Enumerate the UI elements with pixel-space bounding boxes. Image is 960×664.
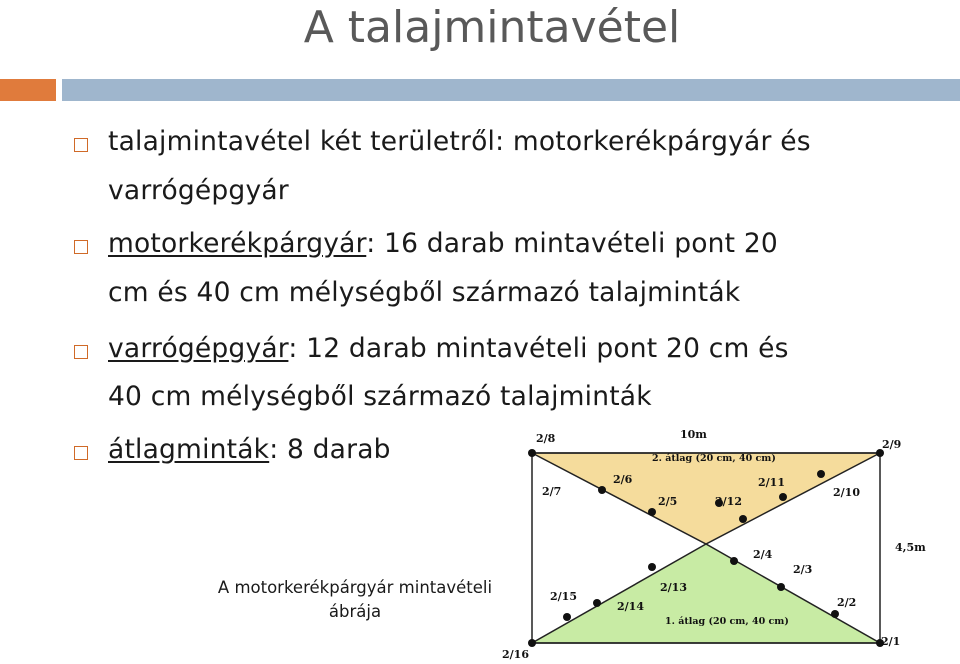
sample-point (528, 449, 536, 457)
label-2-9: 2/9 (882, 438, 902, 451)
bullet-square-icon (74, 138, 88, 152)
label-2-7: 2/7 (542, 485, 562, 498)
label-2-3: 2/3 (793, 563, 813, 576)
label-2-15: 2/15 (550, 590, 577, 603)
bullet-3-line-1 (108, 324, 789, 373)
bullet-2-term: motorkerékpárgyár (108, 228, 367, 259)
sample-point (593, 599, 601, 607)
label-2-5: 2/5 (658, 495, 678, 508)
label-top-length: 10m (680, 428, 707, 441)
title-underline-bar (62, 79, 960, 101)
slide-title: A talajmintavétel (303, 2, 681, 53)
sample-point (831, 610, 839, 618)
bullet-4-term: átlagminták (108, 434, 270, 465)
bullet-2-line-2: cm és 40 cm mélységből származó talajminták (108, 277, 741, 308)
label-2-13: 2/13 (660, 581, 687, 594)
bullet-square-icon (74, 240, 88, 254)
lower-triangle (532, 544, 880, 643)
bullet-3-rest: : 12 darab mintavételi pont 20 cm és (288, 333, 789, 364)
sampling-diagram (500, 425, 940, 664)
title-accent-bar (0, 79, 56, 101)
label-2-12: 2/12 (715, 495, 742, 508)
bullet-1-line-2: varrógépgyár (108, 175, 289, 206)
bullet-square-icon (74, 345, 88, 359)
label-2-14: 2/14 (617, 600, 644, 613)
label-2-6: 2/6 (613, 473, 633, 486)
label-side-length: 4,5m (895, 541, 926, 554)
label-lower-average: 1. átlag (20 cm, 40 cm) (665, 616, 789, 627)
bullet-3-line-2: 40 cm mélységből származó talajminták (108, 381, 652, 412)
label-2-4: 2/4 (753, 548, 773, 561)
sample-point (648, 508, 656, 516)
sample-point (598, 486, 606, 494)
label-2-10: 2/10 (833, 486, 860, 499)
bullet-square-icon (74, 446, 88, 460)
bullet-4-line-1 (108, 425, 391, 474)
label-2-16: 2/16 (502, 648, 529, 661)
bullet-3-term: varrógépgyár (108, 333, 289, 364)
label-2-11: 2/11 (758, 476, 785, 489)
sample-point (648, 563, 656, 571)
diagram-caption: A motorkerékpárgyár mintavételi ábrája (217, 578, 493, 621)
label-2-8: 2/8 (536, 432, 556, 445)
upper-triangle (532, 453, 880, 544)
sample-point (777, 583, 785, 591)
label-2-1: 2/1 (881, 635, 901, 648)
bullet-4-rest: : 8 darab (269, 434, 391, 465)
sample-point (739, 515, 747, 523)
label-upper-average: 2. átlag (20 cm, 40 cm) (652, 453, 776, 464)
sample-point (528, 639, 536, 647)
label-2-2: 2/2 (837, 596, 857, 609)
bullet-2-rest: : 16 darab mintavételi pont 20 (366, 228, 778, 259)
sample-point (817, 470, 825, 478)
sample-point (779, 493, 787, 501)
sample-point (730, 557, 738, 565)
bullet-2-line-1 (108, 219, 778, 268)
bullet-1-line-1: talajmintavétel két területről: motorkerékpárgyár és (108, 126, 811, 157)
sample-point (563, 613, 571, 621)
